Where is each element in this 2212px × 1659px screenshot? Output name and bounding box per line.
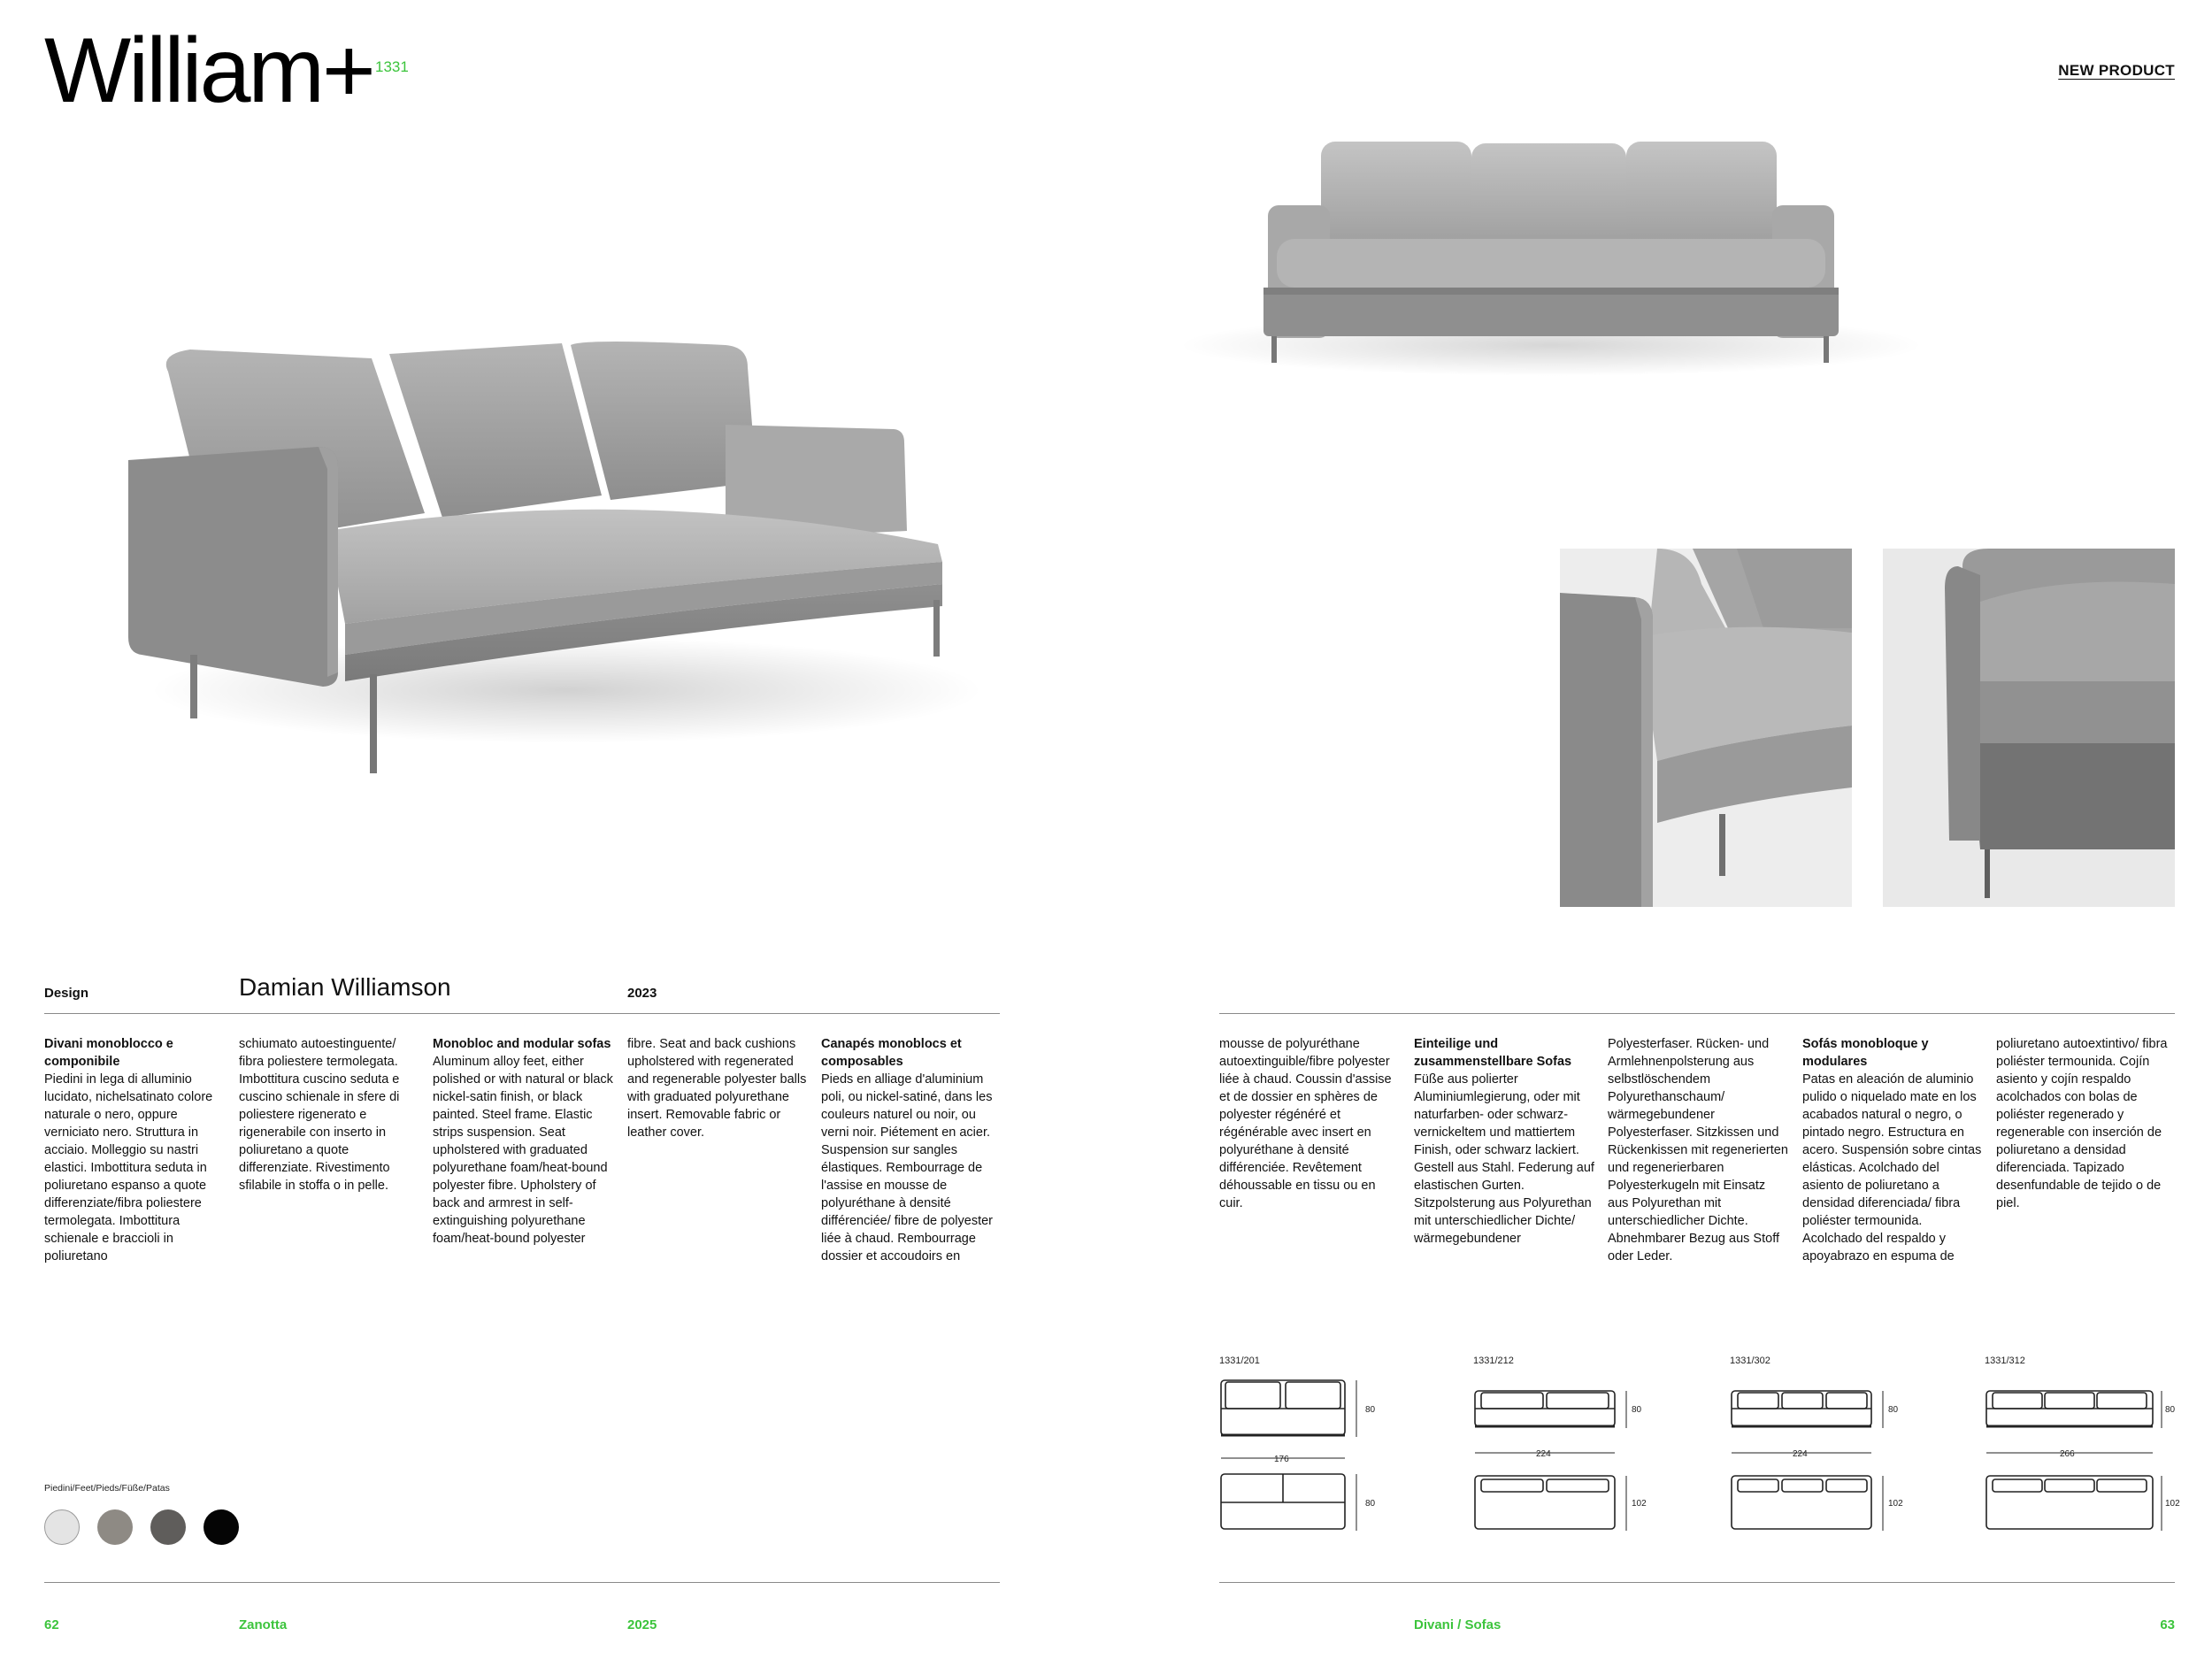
text-column-fr-1 bbox=[821, 1035, 1002, 1265]
text-column-es-1 bbox=[1802, 1035, 1984, 1265]
swatch-polished bbox=[44, 1509, 80, 1545]
catalog-year: 2025 bbox=[627, 1617, 657, 1632]
column-body: Füße aus polierter Aluminiumlegierung, oder mit naturfarben- oder schwarz- vernickeltem und mattiertem Finish, oder schwarz lackiert. Gestell aus Stahl. Federung auf elastischen Gurten. Sitzpolsterung aus Polyurethan mit unterschiedlicher Dichte/ wärmegebundener bbox=[1414, 1072, 1594, 1246]
column-body: fibre. Seat and back cushions upholstered with regenerated and regenerable polyester balls with graduated polyurethane insert. Removable fabric or leather cover. bbox=[627, 1037, 807, 1140]
text-column-en-1 bbox=[433, 1035, 614, 1248]
column-body: Piedini in lega di alluminio lucidato, nichelsatinato colore naturale o nero, oppure verniciato nero. Struttura in acciaio. Molleggio su nastri elastici. Imbottitura seduta in poliuretano espanso a quote differenziate/fibra poliestere termolegata. Imbottitura schienale e braccioli in poliuretano bbox=[44, 1072, 213, 1263]
text-column-fr-2 bbox=[1219, 1035, 1401, 1212]
category-label: Divani / Sofas bbox=[1414, 1617, 1502, 1632]
depth-label: 102 bbox=[1888, 1499, 1903, 1509]
sofa-arm-detail-photo bbox=[1560, 549, 1852, 907]
text-column-de-2 bbox=[1608, 1035, 1789, 1265]
model-code: 1331/302 bbox=[1730, 1356, 1770, 1366]
width-label: 266 bbox=[2060, 1449, 2075, 1459]
width-label: 176 bbox=[1274, 1455, 1289, 1464]
text-column-it-2 bbox=[239, 1035, 420, 1194]
text-column-en-2 bbox=[627, 1035, 809, 1141]
divider-left-bottom bbox=[44, 1582, 1000, 1583]
finishes-label: Piedini/Feet/Pieds/Füße/Patas bbox=[44, 1483, 170, 1494]
drawing-302 bbox=[1727, 1370, 1913, 1547]
height-label: 80 bbox=[1365, 1405, 1376, 1415]
text-column-de-1 bbox=[1414, 1035, 1595, 1248]
swatch-black-nickel bbox=[150, 1509, 186, 1545]
sofa-main-photo bbox=[106, 319, 1018, 779]
design-label: Design bbox=[44, 986, 89, 1001]
page-number-left: 62 bbox=[44, 1617, 59, 1632]
column-heading: Divani monoblocco e componibile bbox=[44, 1037, 173, 1069]
column-heading: Einteilige und zusammenstellbare Sofas bbox=[1414, 1037, 1572, 1069]
drawing-201 bbox=[1217, 1370, 1394, 1547]
divider-left-top bbox=[44, 1013, 1000, 1014]
column-body: poliuretano autoextintivo/ fibra poliéster termounida. Cojín asiento y cojín respaldo acolchados con bolas de poliéster regenerado y regenerable con inserción de poliuretano a densidad diferenciada. Tapizado desenfundable de tejido o de piel. bbox=[1996, 1037, 2168, 1210]
height-label: 80 bbox=[1632, 1405, 1642, 1415]
depth-label: 102 bbox=[1632, 1499, 1647, 1509]
sofa-side-detail-photo bbox=[1883, 549, 2175, 907]
swatch-black bbox=[204, 1509, 239, 1545]
page-number-right: 63 bbox=[2160, 1617, 2175, 1632]
column-body: schiumato autoestinguente/ fibra poliestere termolegata. Imbottitura cuscino seduta e cuscino schienale in sfere di poliestere rigenerato e rigenerabile con inserto in poliuretano a quote differenziate. Rivestimento sfilabile in stoffa o in pelle. bbox=[239, 1037, 400, 1193]
swatch-natural-nickel bbox=[97, 1509, 133, 1545]
text-column-es-2 bbox=[1996, 1035, 2177, 1212]
text-column-it-1 bbox=[44, 1035, 226, 1265]
drawing-312 bbox=[1982, 1370, 2180, 1547]
column-heading: Monobloc and modular sofas bbox=[433, 1037, 611, 1051]
column-body: Pieds en alliage d'aluminium poli, ou nickel-satiné, dans les couleurs naturel ou noir, ou verni noir. Piétement en acier. Suspension sur sangles élastiques. Rembourrage de l'assise en mousse de polyuréthane à densité différenciée/ fibre de polyester liée à chaud. Rembourrage dossier et accoudoirs en bbox=[821, 1072, 993, 1263]
drawing-212 bbox=[1471, 1370, 1656, 1547]
model-code: 1331/201 bbox=[1219, 1356, 1260, 1366]
column-heading: Sofás monobloque y modulares bbox=[1802, 1037, 1929, 1069]
depth-label: 102 bbox=[2165, 1499, 2180, 1509]
designer-name: Damian Williamson bbox=[239, 973, 451, 1001]
brand-name: Zanotta bbox=[239, 1617, 288, 1632]
model-code: 1331/312 bbox=[1985, 1356, 2025, 1366]
column-body: Patas en aleación de aluminio pulido o niquelado mate en los acabados natural o negro, o pintado negro. Estructura en acero. Suspensión sobre cintas elásticas. Acolchado del asiento de poliuretano a densidad diferenciada/ fibra poliéster termounida. Acolchado del respaldo y apoyabrazo en espuma de bbox=[1802, 1072, 1982, 1263]
column-body: mousse de polyuréthane autoextinguible/fibre polyester liée à chaud. Coussin d'assise et de dossier en sphères de polyester régénéré et régénérable avec insert en polyuréthane à densité différenciée. Revêtement déhoussable en tissu ou en cuir. bbox=[1219, 1037, 1392, 1210]
column-heading: Canapés monoblocs et composables bbox=[821, 1037, 962, 1069]
model-code: 1331/212 bbox=[1473, 1356, 1514, 1366]
depth-label: 80 bbox=[1365, 1499, 1376, 1509]
divider-right-top bbox=[1219, 1013, 2175, 1014]
column-body: Polyesterfaser. Rücken- und Armlehnenpolsterung aus selbstlöschendem Polyurethanschaum/ wärmegebundener Polyesterfaser. Sitzkissen und Rückenkissen mit regenerierten und regenerierbaren Polyesterkugeln mit Einsatz aus Polyurethan mit unterschiedlicher Dichte. Abnehmbarer Bezug aus Stoff oder Leder. bbox=[1608, 1037, 1788, 1263]
sofa-front-photo bbox=[1179, 124, 1923, 380]
column-body: Aluminum alloy feet, either polished or with natural or black nickel-satin finish, or black painted. Steel frame. Elastic strips suspension. Seat upholstered with graduated polyurethane foam/heat-bound polyester fibre. Upholstery of back and armrest in self-extinguishing polyurethane foam/heat-bound polyester bbox=[433, 1055, 613, 1246]
product-code: 1331 bbox=[375, 58, 409, 75]
height-label: 80 bbox=[2165, 1405, 2176, 1415]
new-product-badge: NEW PRODUCT bbox=[2058, 62, 2175, 79]
width-label: 224 bbox=[1793, 1449, 1808, 1459]
width-label: 224 bbox=[1536, 1449, 1551, 1459]
page-title: William+ bbox=[44, 19, 373, 122]
height-label: 80 bbox=[1888, 1405, 1899, 1415]
divider-right-bottom bbox=[1219, 1582, 2175, 1583]
design-year: 2023 bbox=[627, 986, 657, 1001]
